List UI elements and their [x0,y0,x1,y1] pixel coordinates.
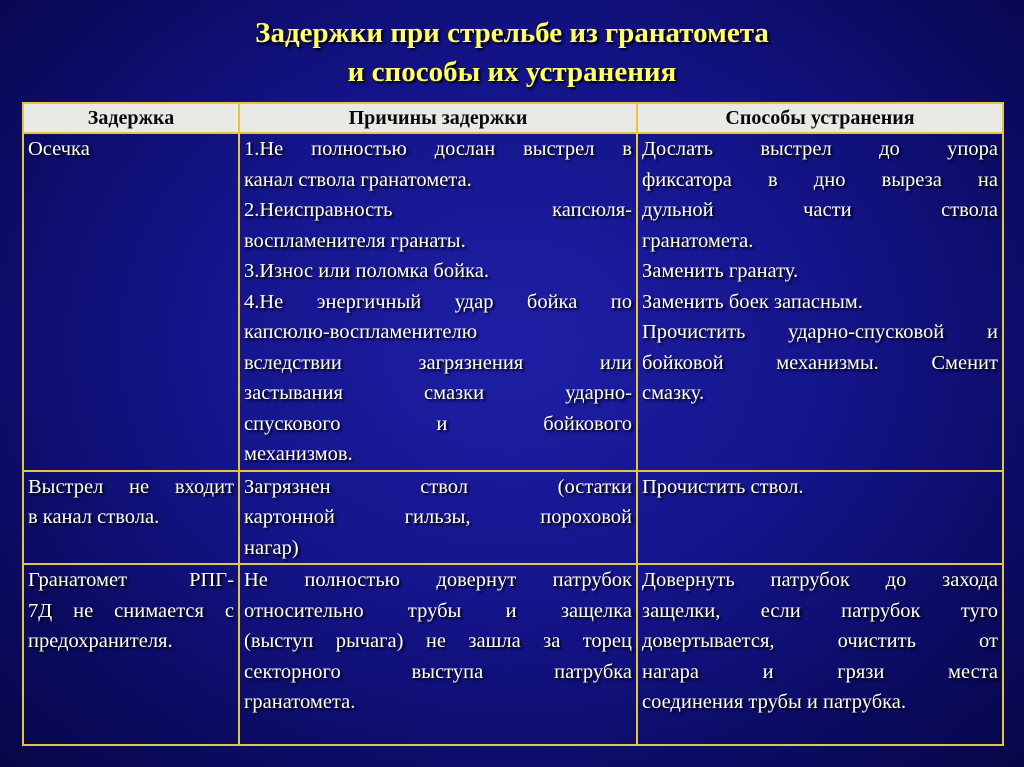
delay-line: в канал ствола. [28,506,160,528]
table-row [23,133,1003,471]
header-causes: Причины задержки [239,103,637,133]
slide-title-line-2: и способы их устранения [347,56,677,88]
fix-line: Заменить гранату. [642,260,799,282]
cell-delay [23,133,239,471]
cause-line: капсюлю-воспламенителю [244,321,478,343]
cause-line: гранатомета. [244,691,356,713]
cell-delay [23,564,239,745]
cell-delay [23,471,239,565]
cause-line: спускового и бойкового [244,412,632,435]
table-row [23,564,1003,745]
slide-title [0,14,1024,92]
fix-line: дульной части ствола [642,199,998,221]
fix-line: гранатомета. [642,229,754,252]
fix-line: Прочистить ствол. [642,475,804,498]
cause-line: 2.Неисправность капсюля- [244,199,632,221]
cause-line: вследствии загрязнения или [244,351,632,374]
cause-line: относительно трубы и защелка [244,599,632,622]
header-fixes: Способы устранения [637,103,1003,133]
delay-line: Гранатомет РПГ- [28,569,234,591]
table-row [23,471,1003,565]
cell-causes [239,133,637,471]
cause-line: 4.Не энергичный удар бойка по [244,290,632,313]
slide-title-line-1: Задержки при стрельбе из гранатомета [255,17,769,49]
fix-line: защелки, если патрубок туго [642,599,998,622]
cell-fixes [637,133,1003,471]
fix-line: Прочистить ударно-спусковой и [642,321,998,343]
cause-line: застывания смазки ударно- [244,382,632,404]
cell-fixes [637,471,1003,565]
fix-line: довертывается, очистить от [642,630,998,652]
delay-line: 7Д не снимается с [28,599,234,622]
fix-line: бойковой механизмы. Сменит [642,351,998,374]
cell-causes [239,564,637,745]
cause-line: 3.Износ или поломка бойка. [244,260,489,282]
cause-line: механизмов. [244,443,353,465]
cell-causes [239,471,637,565]
fix-line: соединения трубы и патрубка. [642,691,906,713]
cause-line: Не полностью довернут патрубок [244,569,632,591]
cause-line: картонной гильзы, пороховой [244,506,632,528]
cause-line: (выступ рычага) не зашла за торец [244,630,632,652]
delay-text: Осечка [28,138,90,160]
cause-line: канал ствола гранатомета. [244,168,472,191]
malfunctions-table [22,102,1004,746]
fix-line: фиксатора в дно выреза на [642,168,998,191]
fix-line: Довернуть патрубок до захода [642,569,998,591]
delay-line: Выстрел не входит [28,475,234,498]
fix-line: нагара и грязи места [642,660,998,683]
cause-line: воспламенителя гранаты. [244,229,466,252]
fix-line: Заменить боек запасным. [642,290,863,313]
cause-line: нагар) [244,536,299,559]
cause-line: 1.Не полностью дослан выстрел в [244,138,632,160]
cell-fixes [637,564,1003,745]
cause-line: Загрязнен ствол (остатки [244,475,632,498]
cause-line: секторного выступа патрубка [244,660,632,683]
delay-line: предохранителя. [28,630,173,652]
fix-line: Дослать выстрел до упора [642,138,998,160]
header-delay: Задержка [23,103,239,133]
fix-line: смазку. [642,382,705,404]
table-header-row [23,103,1003,133]
